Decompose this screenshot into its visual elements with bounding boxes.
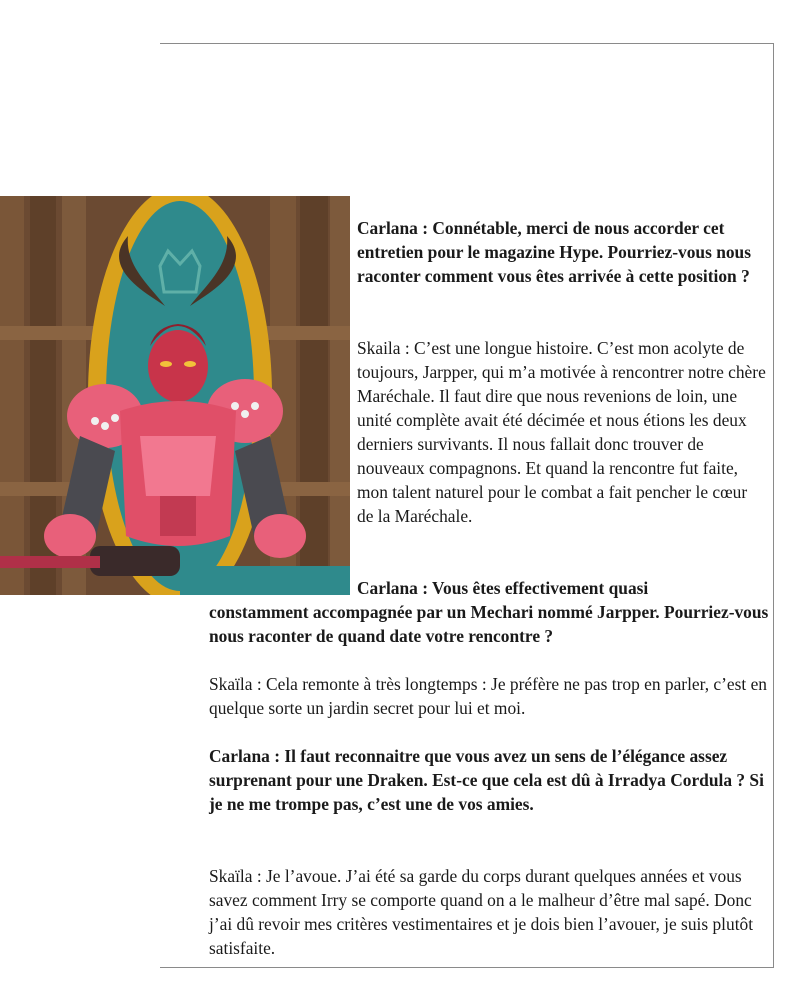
answer-3: Skaïla : Je l’avoue. J’ai été sa garde du corps durant quelques années et vous savez comment Irry se comporte quand on a le malheur d’être mal sapé. Donc j’ai dû revoir mes critères vestimentaires et je dois bien l’avouer, je suis plutôt satisfaite. xyxy=(209,866,754,958)
answer-2: Skaïla : Cela remonte à très longtemps : Je préfère ne pas trop en parler, c’est en quelque sorte un jardin secret pour lui et moi. xyxy=(209,674,768,718)
question-2-line-1: Carlana : Vous êtes effectivement quasi xyxy=(357,578,649,598)
character-portrait xyxy=(0,196,350,595)
question-3: Carlana : Il faut reconnaitre que vous avez un sens de l’élégance assez surprenant pour une Draken. Est-ce que cela est dû à Irradya Cordula ? Si je ne me trompe pas, c’est une de vos amies. xyxy=(209,746,764,814)
answer-1: Skaila : C’est une longue histoire. C’est mon acolyte de toujours, Jarpper, qui m’a motivée à rencontrer notre chère Maréchale. Il faut dire que nous revenions de loin, une unité complète avait été décimée et nous étions les deux derniers survivants. Il nous fallait donc trouver de nouveaux compagnons. Et quand la rencontre fut faite, mon talent naturel pour le combat a fait pencher le cœur de la Maréchale. xyxy=(357,338,766,526)
question-2-rest: constamment accompagnée par un Mechari nommé Jarpper. Pourriez-vous nous raconter de quand date votre rencontre ? xyxy=(209,602,769,646)
page-border-bottom xyxy=(160,967,774,968)
page-border-right xyxy=(773,43,774,968)
page-border-top xyxy=(160,43,774,44)
question-1: Carlana : Connétable, merci de nous accorder cet entretien pour le magazine Hype. Pourriez-vous nous raconter comment vous êtes arrivée à cette position ? xyxy=(357,218,751,286)
